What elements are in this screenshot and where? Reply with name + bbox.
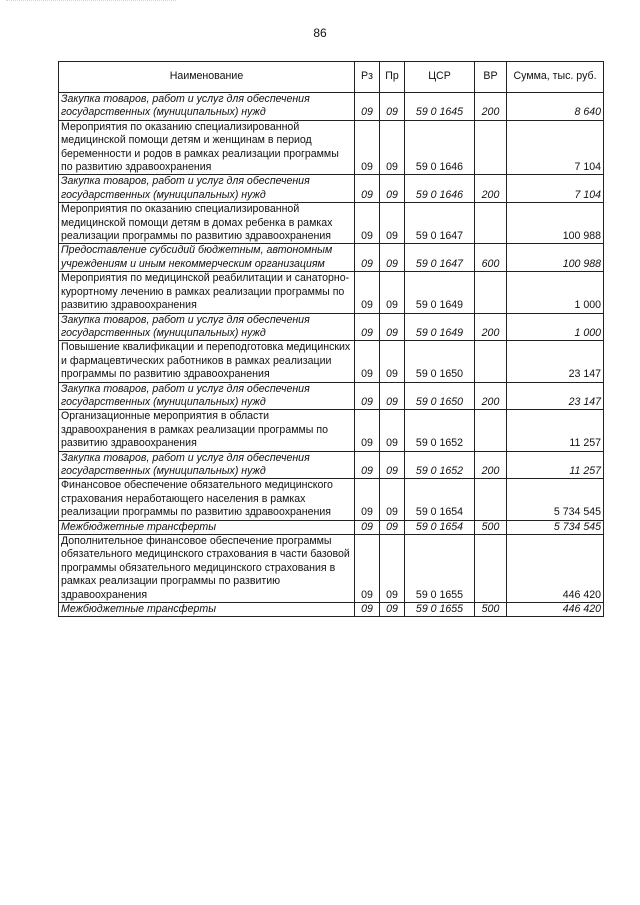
cell-csr: 59 0 1647 <box>405 244 475 272</box>
cell-rz: 09 <box>355 272 380 313</box>
cell-sum: 1 000 <box>507 272 604 313</box>
cell-csr: 59 0 1650 <box>405 341 475 382</box>
cell-name: Закупка товаров, работ и услуг для обеспечения государственных (муниципальных) нужд <box>59 313 355 341</box>
cell-sum: 446 420 <box>507 535 604 603</box>
cell-csr: 59 0 1654 <box>405 479 475 520</box>
table-row <box>59 535 604 603</box>
cell-csr: 59 0 1650 <box>405 382 475 410</box>
cell-name: Межбюджетные трансферты <box>59 520 355 534</box>
cell-pr: 09 <box>380 410 405 451</box>
scan-header-artifact <box>6 0 176 6</box>
header-name: Наименование <box>59 62 355 93</box>
table-row <box>59 203 604 244</box>
cell-pr: 09 <box>380 175 405 203</box>
cell-pr: 09 <box>380 479 405 520</box>
cell-name: Мероприятия по оказанию специализированной медицинской помощи детям и женщинам в период беременности и родов в рамках реализации программы по развитию здравоохранения <box>59 120 355 175</box>
cell-pr: 09 <box>380 382 405 410</box>
cell-pr: 09 <box>380 93 405 121</box>
cell-rz: 09 <box>355 93 380 121</box>
cell-vr: 500 <box>475 603 507 617</box>
cell-vr: 600 <box>475 244 507 272</box>
cell-name: Закупка товаров, работ и услуг для обеспечения государственных (муниципальных) нужд <box>59 175 355 203</box>
cell-name: Мероприятия по медицинской реабилитации и санаторно-курортному лечению в рамках реализации программы по развитию здравоохранения <box>59 272 355 313</box>
table-row <box>59 479 604 520</box>
header-csr: ЦСР <box>405 62 475 93</box>
cell-csr: 59 0 1655 <box>405 535 475 603</box>
cell-vr <box>475 479 507 520</box>
cell-name: Финансовое обеспечение обязательного медицинского страхования неработающего населения в рамках реализации программы по развитию здравоохранения <box>59 479 355 520</box>
cell-rz: 09 <box>355 603 380 617</box>
cell-pr: 09 <box>380 244 405 272</box>
cell-vr <box>475 410 507 451</box>
budget-table <box>58 61 604 617</box>
cell-vr <box>475 341 507 382</box>
cell-name: Мероприятия по оказанию специализированной медицинской помощи детям в домах ребенка в рамках реализации программы по развитию здравоохранения <box>59 203 355 244</box>
table-header-row <box>59 62 604 93</box>
header-rz: Рз <box>355 62 380 93</box>
cell-csr: 59 0 1646 <box>405 175 475 203</box>
cell-rz: 09 <box>355 382 380 410</box>
cell-rz: 09 <box>355 410 380 451</box>
cell-sum: 5 734 545 <box>507 479 604 520</box>
cell-rz: 09 <box>355 520 380 534</box>
cell-sum: 100 988 <box>507 203 604 244</box>
page-number: 86 <box>313 26 327 40</box>
cell-rz: 09 <box>355 479 380 520</box>
cell-sum: 5 734 545 <box>507 520 604 534</box>
cell-rz: 09 <box>355 451 380 479</box>
cell-vr <box>475 535 507 603</box>
cell-pr: 09 <box>380 520 405 534</box>
cell-sum: 7 104 <box>507 120 604 175</box>
cell-name: Предоставление субсидий бюджетным, автономным учреждениям и иным некоммерческим организациям <box>59 244 355 272</box>
table-row <box>59 120 604 175</box>
table-row <box>59 341 604 382</box>
cell-pr: 09 <box>380 341 405 382</box>
cell-rz: 09 <box>355 341 380 382</box>
cell-pr: 09 <box>380 203 405 244</box>
cell-rz: 09 <box>355 175 380 203</box>
cell-vr: 200 <box>475 382 507 410</box>
cell-name: Закупка товаров, работ и услуг для обеспечения государственных (муниципальных) нужд <box>59 382 355 410</box>
table-row <box>59 382 604 410</box>
cell-csr: 59 0 1652 <box>405 410 475 451</box>
cell-rz: 09 <box>355 203 380 244</box>
cell-name: Межбюджетные трансферты <box>59 603 355 617</box>
cell-vr <box>475 120 507 175</box>
cell-sum: 100 988 <box>507 244 604 272</box>
cell-vr: 200 <box>475 175 507 203</box>
cell-pr: 09 <box>380 120 405 175</box>
cell-vr <box>475 203 507 244</box>
table-row <box>59 175 604 203</box>
cell-name: Дополнительное финансовое обеспечение программы обязательного медицинского страхования в части базовой программы обязательного медицинского страхования в рамках реализации программы по развитию здравоохранения <box>59 535 355 603</box>
cell-sum: 11 257 <box>507 410 604 451</box>
header-sum: Сумма, тыс. руб. <box>507 62 604 93</box>
table-row <box>59 93 604 121</box>
cell-vr <box>475 272 507 313</box>
table-row <box>59 451 604 479</box>
cell-sum: 8 640 <box>507 93 604 121</box>
cell-sum: 446 420 <box>507 603 604 617</box>
cell-csr: 59 0 1647 <box>405 203 475 244</box>
cell-rz: 09 <box>355 120 380 175</box>
cell-name: Организационные мероприятия в области здравоохранения в рамках реализации программы по развитию здравоохранения <box>59 410 355 451</box>
table-row <box>59 244 604 272</box>
cell-sum: 1 000 <box>507 313 604 341</box>
cell-sum: 23 147 <box>507 382 604 410</box>
cell-vr: 200 <box>475 93 507 121</box>
cell-name: Закупка товаров, работ и услуг для обеспечения государственных (муниципальных) нужд <box>59 451 355 479</box>
cell-rz: 09 <box>355 313 380 341</box>
cell-pr: 09 <box>380 535 405 603</box>
cell-name: Закупка товаров, работ и услуг для обеспечения государственных (муниципальных) нужд <box>59 93 355 121</box>
cell-pr: 09 <box>380 451 405 479</box>
cell-vr: 200 <box>475 313 507 341</box>
cell-csr: 59 0 1646 <box>405 120 475 175</box>
cell-csr: 59 0 1649 <box>405 313 475 341</box>
cell-csr: 59 0 1654 <box>405 520 475 534</box>
table-row <box>59 410 604 451</box>
header-pr: Пр <box>380 62 405 93</box>
table-row <box>59 520 604 534</box>
cell-sum: 7 104 <box>507 175 604 203</box>
cell-vr: 200 <box>475 451 507 479</box>
cell-pr: 09 <box>380 603 405 617</box>
table-row <box>59 272 604 313</box>
cell-rz: 09 <box>355 535 380 603</box>
cell-csr: 59 0 1652 <box>405 451 475 479</box>
cell-pr: 09 <box>380 313 405 341</box>
cell-vr: 500 <box>475 520 507 534</box>
cell-csr: 59 0 1645 <box>405 93 475 121</box>
cell-sum: 23 147 <box>507 341 604 382</box>
cell-rz: 09 <box>355 244 380 272</box>
table-row <box>59 603 604 617</box>
table-row <box>59 313 604 341</box>
cell-csr: 59 0 1655 <box>405 603 475 617</box>
cell-sum: 11 257 <box>507 451 604 479</box>
cell-pr: 09 <box>380 272 405 313</box>
cell-csr: 59 0 1649 <box>405 272 475 313</box>
header-vr: ВР <box>475 62 507 93</box>
cell-name: Повышение квалификации и переподготовка медицинских и фармацевтических работников в рамках реализации программы по развитию здравоохранения <box>59 341 355 382</box>
